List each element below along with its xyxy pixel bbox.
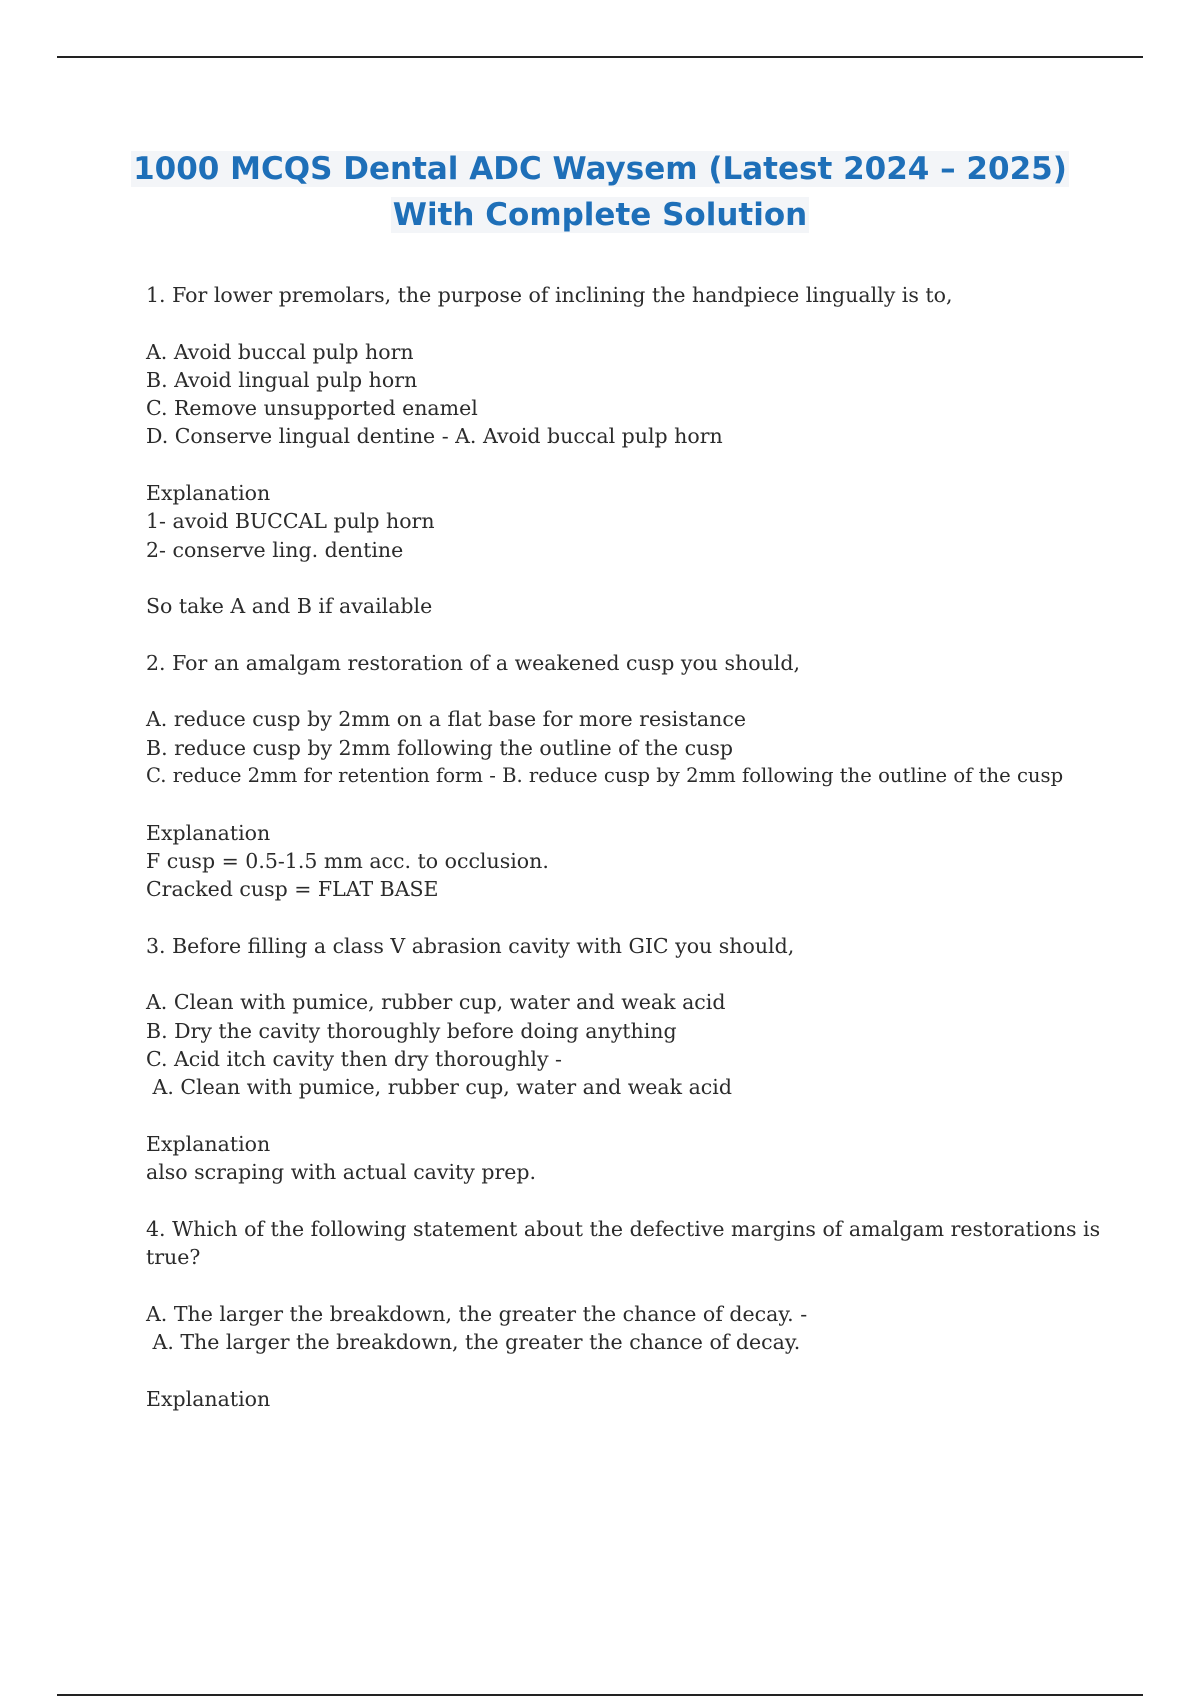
q1-explanation-line-2: 2- conserve ling. dentine <box>146 537 404 562</box>
question-1: 1. For lower premolars, the purpose of inclining the handpiece lingually is to, <box>146 283 953 307</box>
title-line-2: With Complete Solution <box>392 197 808 233</box>
q3-option-c: C. Acid itch cavity then dry thoroughly - <box>146 1047 562 1072</box>
q2-explanation-label: Explanation <box>146 820 271 845</box>
bottom-rule <box>57 1694 1143 1696</box>
q2-option-b: B. reduce cusp by 2mm following the outline of the cusp <box>146 735 734 760</box>
document-body <box>146 281 1106 1413</box>
title-line-1: 1000 MCQS Dental ADC Waysem (Latest 2024 – 2025) <box>133 151 1067 187</box>
q1-explanation-label: Explanation <box>146 481 271 506</box>
question-3: 3. Before filling a class V abrasion cavity with GIC you should, <box>146 933 795 958</box>
q3-explanation-label: Explanation <box>146 1131 271 1156</box>
q4-option-a: A. The larger the breakdown, the greater the chance of decay. - <box>146 1301 808 1326</box>
document-title <box>100 146 1100 238</box>
question-4: 4. Which of the following statement about the defective margins of amalgam restorations is true? <box>146 1216 1101 1270</box>
q3-option-b: B. Dry the cavity thoroughly before doing anything <box>146 1018 677 1043</box>
q1-option-d-answer: D. Conserve lingual dentine - A. Avoid buccal pulp horn <box>146 424 723 449</box>
q1-option-a: A. Avoid buccal pulp horn <box>146 339 414 364</box>
top-rule <box>57 56 1143 58</box>
q3-option-a: A. Clean with pumice, rubber cup, water and weak acid <box>146 990 726 1015</box>
q4-answer: A. The larger the breakdown, the greater the chance of decay. <box>146 1329 801 1354</box>
q1-explanation-line-1: 1- avoid BUCCAL pulp horn <box>146 509 435 534</box>
q1-option-c: C. Remove unsupported enamel <box>146 396 478 421</box>
q2-option-a: A. reduce cusp by 2mm on a flat base for more resistance <box>146 707 746 732</box>
question-2: 2. For an amalgam restoration of a weakened cusp you should, <box>146 650 800 675</box>
q1-note: So take A and B if available <box>146 594 433 619</box>
q2-explanation-line-1: F cusp = 0.5-1.5 mm acc. to occlusion. <box>146 848 549 873</box>
q3-explanation-line-1: also scraping with actual cavity prep. <box>146 1160 537 1185</box>
q2-explanation-line-2: Cracked cusp = FLAT BASE <box>146 877 439 902</box>
q2-option-c-answer: C. reduce 2mm for retention form - B. reduce cusp by 2mm following the outline of the cusp <box>146 764 1064 788</box>
q3-answer: A. Clean with pumice, rubber cup, water and weak acid <box>146 1075 732 1100</box>
q4-explanation-label: Explanation <box>146 1386 271 1411</box>
q1-option-b: B. Avoid lingual pulp horn <box>146 367 418 392</box>
